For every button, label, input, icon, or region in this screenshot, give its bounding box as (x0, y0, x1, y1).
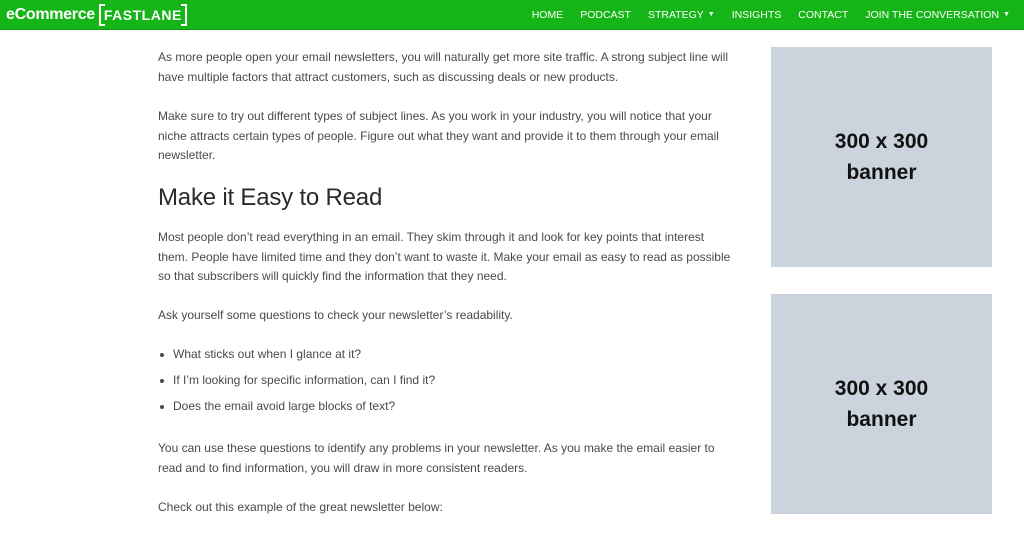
list-item: If I’m looking for specific information, can I find it? (158, 371, 435, 397)
site-logo[interactable] (6, 2, 187, 27)
paragraph-skim-reading: Most people don’t read everything in an email. They skim through it and look for key points that interest them. People have limited time and they don’t want to waste it. Make your email as easy to read as possible so that subscribers will quickly find the information that they need. (158, 230, 731, 283)
banner-size-label: 300 x 300 (834, 130, 929, 153)
paragraph-identify-problems: You can use these questions to identify any problems in your newsletter. As you make the email easier to read and to find information, you will draw in more consistent readers. (158, 441, 715, 475)
banner-label: banner (846, 161, 917, 184)
nav-podcast[interactable]: PODCAST (580, 8, 631, 21)
paragraph-subject-line-traffic: As more people open your email newsletters, you will naturally get more site traffic. A strong subject line will have multiple factors that attract customers, such as discussing deals or new products. (158, 50, 729, 84)
caret-down-icon: ▼ (707, 11, 715, 18)
ad-banner-top[interactable] (771, 47, 992, 267)
list-item: What sticks out when I glance at it? (158, 345, 435, 371)
nav-contact[interactable]: CONTACT (798, 8, 849, 21)
main-nav (515, 0, 1010, 29)
paragraph-try-subject-lines: Make sure to try out different types of subject lines. As you work in your industry, you will notice that your niche attracts certain types of people. Figure out what they want and provide it to them through your email newsletter. (158, 109, 719, 162)
top-navigation-bar (0, 0, 1024, 30)
readability-questions-list (158, 345, 435, 423)
list-item: Does the email avoid large blocks of text? (158, 397, 435, 423)
ad-banner-bottom[interactable] (771, 294, 992, 514)
section-heading: Make it Easy to Read (158, 184, 383, 211)
nav-insights[interactable]: INSIGHTS (731, 8, 782, 21)
nav-join-conversation[interactable]: JOIN THE CONVERSATION ▼ (865, 8, 1010, 21)
logo-box-text: FASTLANE (99, 4, 187, 26)
nav-home[interactable]: HOME (531, 8, 564, 21)
paragraph-questions-intro: Ask yourself some questions to check your newsletter’s readability. (158, 308, 513, 322)
nav-strategy[interactable]: STRATEGY ▼ (647, 8, 715, 21)
banner-size-label: 300 x 300 (834, 377, 929, 400)
banner-label: banner (846, 408, 917, 431)
logo-text: eCommerce (6, 5, 95, 23)
paragraph-example-intro: Check out this example of the great newsletter below: (158, 500, 443, 514)
caret-down-icon: ▼ (1003, 11, 1010, 18)
